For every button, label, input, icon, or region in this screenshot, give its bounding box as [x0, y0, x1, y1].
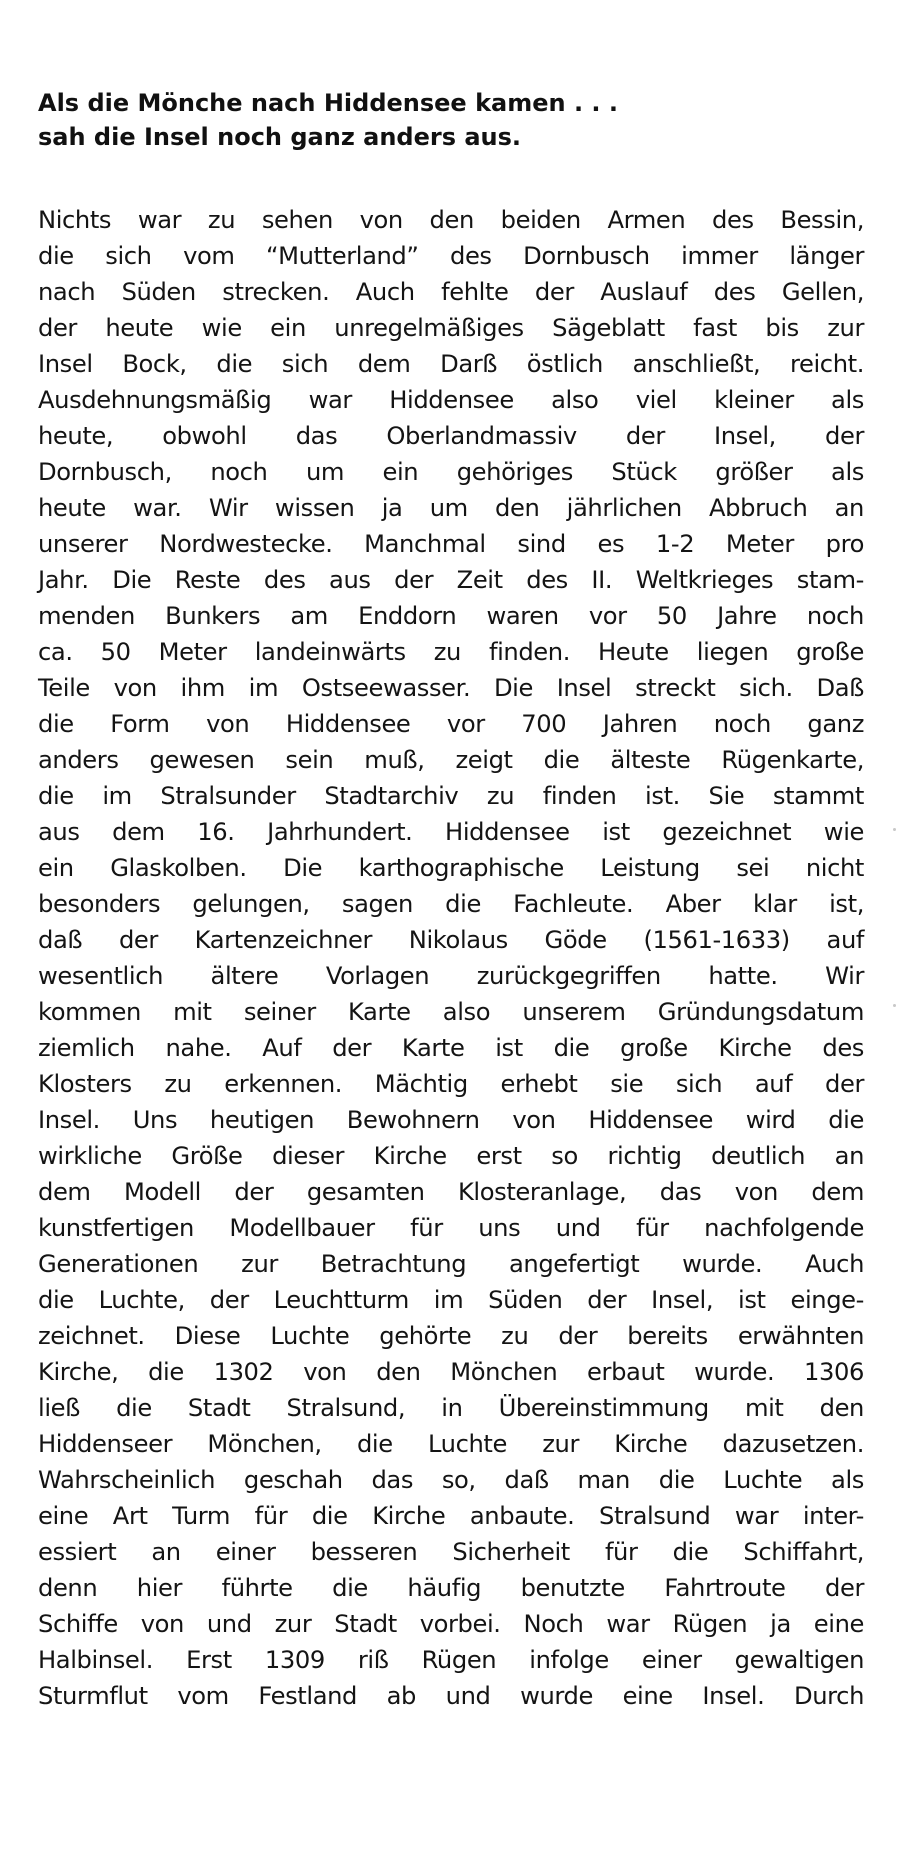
- body-line: die Luchte, der Leuchtturm im Süden der Insel, ist einge-: [38, 1286, 864, 1314]
- body-line: Wahrscheinlich geschah das so, daß man die Luchte als: [38, 1466, 864, 1494]
- body-line: die im Stralsunder Stadtarchiv zu finden ist. Sie stammt: [38, 782, 864, 810]
- body-line: Schiffe von und zur Stadt vorbei. Noch war Rügen ja eine: [38, 1610, 864, 1638]
- body-line: daß der Kartenzeichner Nikolaus Göde (1561-1633) auf: [38, 926, 864, 954]
- body-line: wirkliche Größe dieser Kirche erst so richtig deutlich an: [38, 1142, 864, 1170]
- body-line: heute war. Wir wissen ja um den jährlichen Abbruch an: [38, 494, 864, 522]
- body-line: die Form von Hiddensee vor 700 Jahren noch ganz: [38, 710, 864, 738]
- body-line: kommen mit seiner Karte also unserem Gründungsdatum: [38, 998, 864, 1026]
- body-line: ließ die Stadt Stralsund, in Übereinstimmung mit den: [38, 1394, 864, 1422]
- title-line-1: Als die Mönche nach Hiddensee kamen . . .: [38, 89, 619, 117]
- body-line: essiert an einer besseren Sicherheit für die Schiffahrt,: [38, 1538, 864, 1566]
- body-line: ziemlich nahe. Auf der Karte ist die große Kirche des: [38, 1034, 864, 1062]
- body-line: ca. 50 Meter landeinwärts zu finden. Heute liegen große: [38, 638, 864, 666]
- scan-speck: [893, 1004, 896, 1007]
- body-line: denn hier führte die häufig benutzte Fahrtroute der: [38, 1574, 864, 1602]
- body-line: Kirche, die 1302 von den Mönchen erbaut wurde. 1306: [38, 1358, 864, 1386]
- body-line: Ausdehnungsmäßig war Hiddensee also viel kleiner als: [38, 386, 864, 414]
- body-line: nach Süden strecken. Auch fehlte der Auslauf des Gellen,: [38, 278, 864, 306]
- page-title: [38, 86, 858, 154]
- body-line: kunstfertigen Modellbauer für uns und für nachfolgende: [38, 1214, 864, 1242]
- scan-speck: [893, 828, 896, 831]
- body-line: dem Modell der gesamten Klosteranlage, das von dem: [38, 1178, 864, 1206]
- body-line: besonders gelungen, sagen die Fachleute. Aber klar ist,: [38, 890, 864, 918]
- body-line: Dornbusch, noch um ein gehöriges Stück größer als: [38, 458, 864, 486]
- body-line: Generationen zur Betrachtung angefertigt wurde. Auch: [38, 1250, 864, 1278]
- body-line: Halbinsel. Erst 1309 riß Rügen infolge einer gewaltigen: [38, 1646, 864, 1674]
- body-text: [38, 202, 864, 1714]
- body-line: heute, obwohl das Oberlandmassiv der Insel, der: [38, 422, 864, 450]
- body-line: anders gewesen sein muß, zeigt die älteste Rügenkarte,: [38, 746, 864, 774]
- body-line: Nichts war zu sehen von den beiden Armen des Bessin,: [38, 206, 864, 234]
- body-line: aus dem 16. Jahrhundert. Hiddensee ist gezeichnet wie: [38, 818, 864, 846]
- body-line: Insel. Uns heutigen Bewohnern von Hiddensee wird die: [38, 1106, 864, 1134]
- body-line: wesentlich ältere Vorlagen zurückgegriffen hatte. Wir: [38, 962, 864, 990]
- body-line: eine Art Turm für die Kirche anbaute. Stralsund war inter-: [38, 1502, 864, 1530]
- body-line: unserer Nordwestecke. Manchmal sind es 1-2 Meter pro: [38, 530, 864, 558]
- body-line: menden Bunkers am Enddorn waren vor 50 Jahre noch: [38, 602, 864, 630]
- body-line: zeichnet. Diese Luchte gehörte zu der bereits erwähnten: [38, 1322, 864, 1350]
- body-line: die sich vom “Mutterland” des Dornbusch immer länger: [38, 242, 864, 270]
- body-line: Hiddenseer Mönchen, die Luchte zur Kirche dazusetzen.: [38, 1430, 864, 1458]
- body-line: Teile von ihm im Ostseewasser. Die Insel streckt sich. Daß: [38, 674, 864, 702]
- body-line: Sturmflut vom Festland ab und wurde eine Insel. Durch: [38, 1682, 864, 1710]
- body-line: der heute wie ein unregelmäßiges Sägeblatt fast bis zur: [38, 314, 864, 342]
- body-line: Klosters zu erkennen. Mächtig erhebt sie sich auf der: [38, 1070, 864, 1098]
- body-line: Jahr. Die Reste des aus der Zeit des II. Weltkrieges stam-: [38, 566, 864, 594]
- body-line: Insel Bock, die sich dem Darß östlich anschließt, reicht.: [38, 350, 864, 378]
- title-line-2: sah die Insel noch ganz anders aus.: [38, 123, 522, 151]
- body-line: ein Glaskolben. Die karthographische Leistung sei nicht: [38, 854, 864, 882]
